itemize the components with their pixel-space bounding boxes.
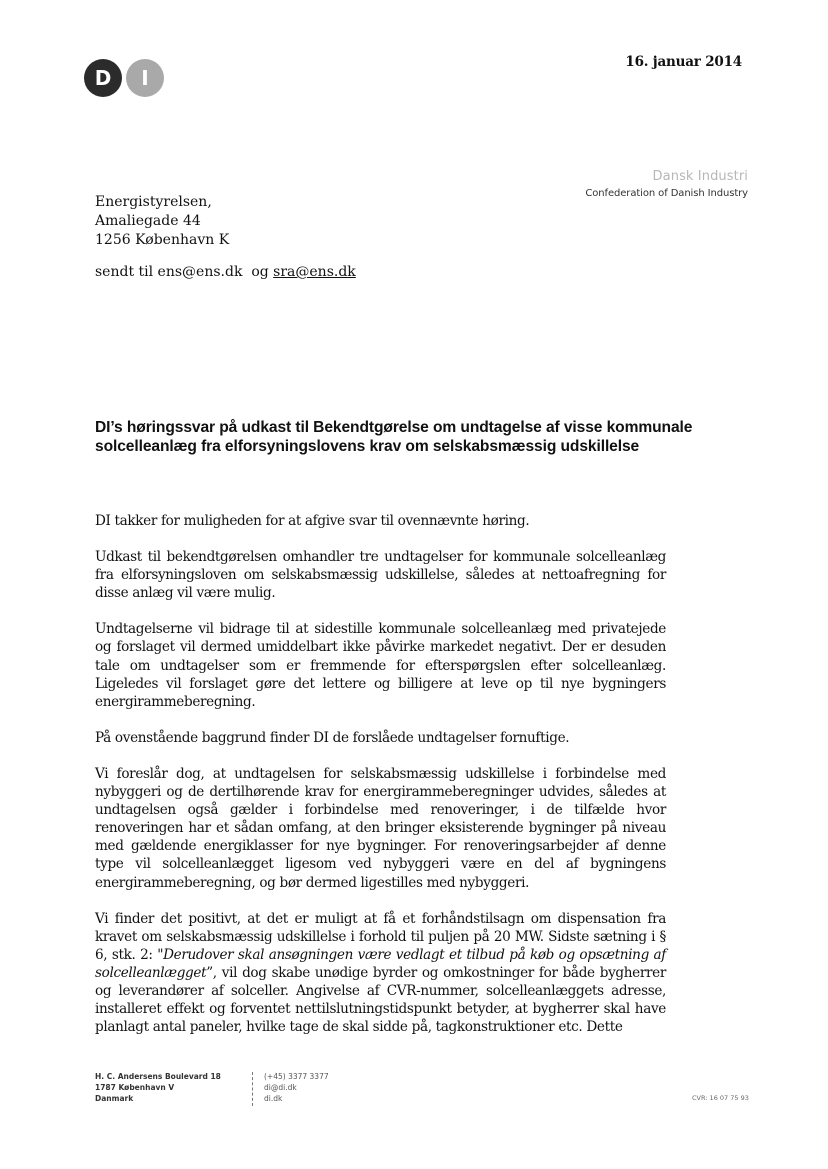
- paragraph: Undtagelserne vil bidrage til at sidestille kommunale solcelleanlæg med privatejede og forslaget vil dermed umiddelbart ikke påvirke markedet negativt. Der er desuden tale om undtagelser som er fremmende for efterspørgslen efter solcelleanlæg. Ligeledes vil forslaget gøre det lettere og billigere at leve op til nye bygningers energirammeberegning.: [95, 621, 666, 710]
- recipient-address: [95, 193, 229, 250]
- document-body: [95, 512, 666, 1054]
- sent-to-line: [95, 264, 356, 280]
- paragraph: Udkast til bekendtgørelsen omhandler tre undtagelser for kommunale solcelleanlæg fra elforsyningsloven om selskabsmæssig udskillelse, således at nettoafregning for disse anlæg vil være mulig.: [95, 549, 666, 602]
- paragraph: DI takker for muligheden for at afgive svar til ovennævnte høring.: [95, 513, 530, 529]
- recipient-line: 1256 København K: [95, 232, 230, 248]
- paragraph-text: ”, vil dog skabe unødige byrder og omkostninger for både bygherrer og leverandører af solceller. Angivelse af CVR-nummer, solcelleanlæggets adresse, installeret effekt og forventet nettilslutningstidspunkt betyder, at bygherrer skal have planlagt antal paneler, hvilke tage de skal sidde på, tagkonstruktioner etc. Dette: [95, 964, 666, 1036]
- footer-address-line: Danmark: [95, 1094, 134, 1103]
- paragraph: [95, 910, 666, 1037]
- email-link[interactable]: sra@ens.dk: [273, 264, 356, 280]
- paragraph: På ovenstående baggrund finder DI de forslåede undtagelser fornuftige.: [95, 729, 570, 746]
- organization-name: Dansk Industri: [652, 169, 748, 184]
- footer-phone: (+45) 3377 3377: [264, 1072, 329, 1081]
- footer-website[interactable]: di.dk: [264, 1094, 283, 1103]
- footer-address-line: H. C. Andersens Boulevard 18: [95, 1072, 221, 1081]
- footer-cvr: CVR: 16 07 75 93: [692, 1094, 749, 1102]
- footer-address: [95, 1071, 221, 1104]
- organization-subtitle: Confederation of Danish Industry: [585, 188, 748, 199]
- footer-contact: [264, 1071, 329, 1104]
- footer-address-line: 1787 København V: [95, 1083, 175, 1092]
- footer-divider: [252, 1072, 254, 1106]
- logo-d-circle: D: [84, 59, 122, 97]
- recipient-line: Amaliegade 44: [95, 213, 201, 229]
- sent-to-prefix: sendt til ens@ens.dk og: [95, 264, 274, 280]
- document-date: 16. januar 2014: [625, 54, 742, 70]
- paragraph-text: Vi finder det positivt, at det er muligt at få et forhåndstilsagn om dispensation fra kravet om selskabsmæssig udskillelse i forhold til puljen på 20 MW. Sidste sætning i § 6, stk. 2: ": [95, 910, 666, 963]
- quoted-text: Derudover skal ansøgningen være vedlagt et tilbud på køb og opsætning af solcelleanlægget: [95, 946, 666, 981]
- di-logo: [84, 59, 168, 97]
- paragraph: Vi foreslår dog, at undtagelsen for selskabsmæssig udskillelse i forbindelse med nybyggeri og de dertilhørende krav for energirammeberegninger udvides, således at undtagelsen også gælder i forbindelse med renoveringer, i de tilfælde hvor renoveringen har et sådan omfang, at den bringer eksisterende bygninger på niveau med gældende energiklasser for nye bygninger. For renoveringsarbejder af denne type vil solcelleanlægget ligesom ved nybyggeri være en del af bygningens energirammeberegning, og bør dermed ligestilles med nybyggeri.: [95, 765, 666, 891]
- footer-email[interactable]: di@di.dk: [264, 1083, 297, 1092]
- logo-i-circle: I: [126, 59, 164, 97]
- document-title: DI’s høringssvar på udkast til Bekendtgørelse om undtagelse af visse kommunale solcelleanlæg fra elforsyningslovens krav om selskabsmæssig udskillelse: [95, 419, 693, 455]
- recipient-line: Energistyrelsen,: [95, 194, 212, 210]
